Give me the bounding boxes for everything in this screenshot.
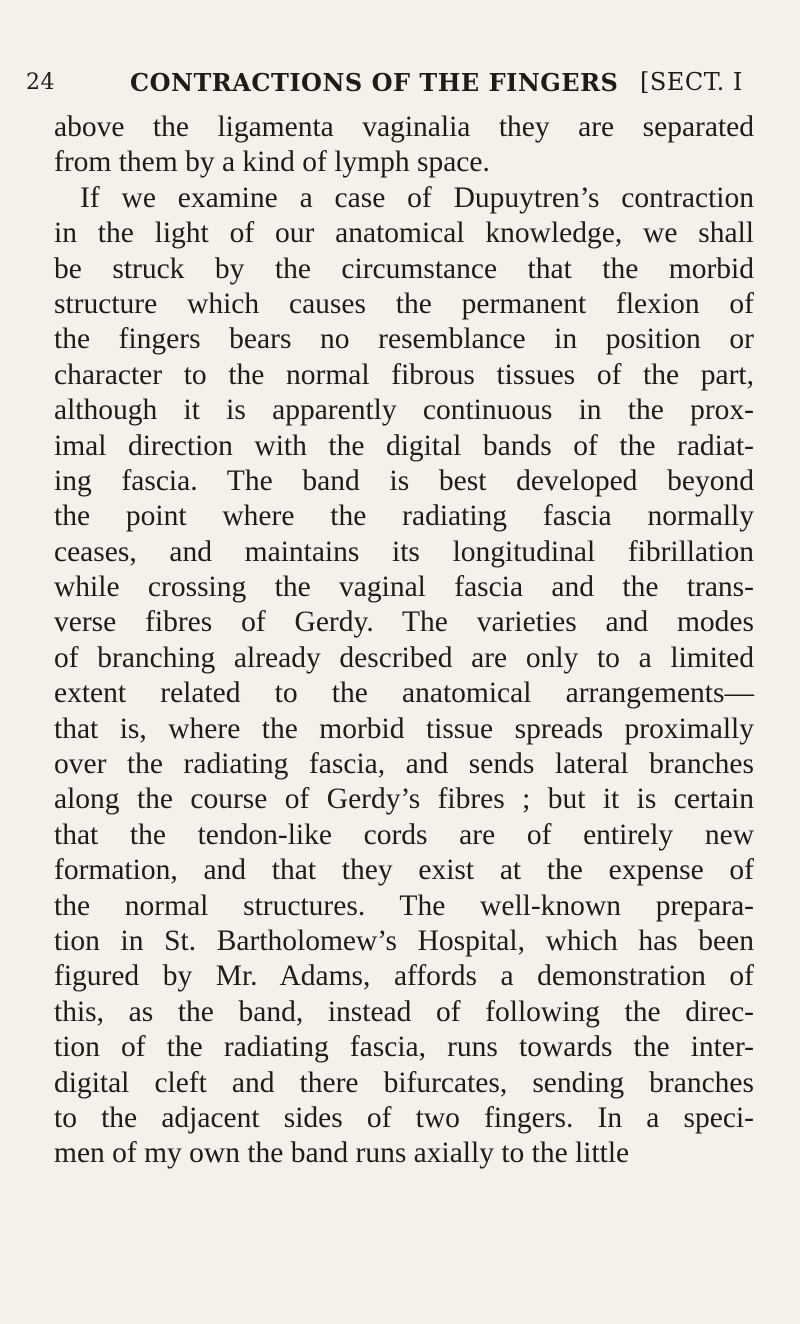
text-line: of branching already described are only to a limited bbox=[54, 641, 754, 674]
text-line: be struck by the circumstance that the morbid bbox=[54, 252, 754, 285]
text-line: character to the normal fibrous tissues of the part, bbox=[54, 358, 754, 391]
running-head bbox=[26, 68, 772, 102]
text-line: that is, where the morbid tissue spreads proximally bbox=[54, 712, 754, 745]
text-line: the normal structures. The well-known prepara- bbox=[54, 889, 754, 922]
text-line: figured by Mr. Adams, affords a demonstration of bbox=[54, 960, 754, 993]
text-line: over the radiating fascia, and sends lateral branches bbox=[54, 748, 754, 781]
text-line: imal direction with the digital bands of the radiat- bbox=[54, 429, 754, 462]
text-line: in the light of our anatomical knowledge, we shall bbox=[54, 217, 754, 250]
text-line: extent related to the anatomical arrangements— bbox=[54, 677, 754, 710]
text-line: from them by a kind of lymph space. bbox=[54, 146, 490, 179]
text-line: above the ligamenta vaginalia they are separated bbox=[54, 111, 754, 143]
text-line: to the adjacent sides of two fingers. In a speci- bbox=[54, 1101, 754, 1134]
text-line: ing fascia. The band is best developed beyond bbox=[54, 464, 754, 497]
text-line: If we examine a case of Dupuytren’s contraction bbox=[80, 181, 754, 214]
section-mark: [SECT. I bbox=[640, 68, 743, 96]
text-line: verse fibres of Gerdy. The varieties and modes bbox=[54, 606, 754, 639]
text-line: men of my own the band runs axially to the little bbox=[54, 1137, 630, 1170]
text-line: this, as the band, instead of following the direc- bbox=[54, 995, 754, 1028]
text-line: although it is apparently continuous in the prox- bbox=[54, 394, 754, 427]
text-line: digital cleft and there bifurcates, sending branches bbox=[54, 1066, 754, 1099]
running-title: CONTRACTIONS OF THE FINGERS bbox=[130, 68, 619, 97]
page-number: 24 bbox=[26, 70, 55, 95]
text-line: ceases, and maintains its longitudinal fibrillation bbox=[54, 535, 754, 568]
body-text bbox=[54, 110, 754, 1172]
text-line: the point where the radiating fascia normally bbox=[54, 500, 754, 533]
text-line: tion in St. Bartholomew’s Hospital, which has been bbox=[54, 924, 754, 957]
text-line: the fingers bears no resemblance in position or bbox=[54, 323, 754, 356]
text-line: along the course of Gerdy’s fibres ; but it is certain bbox=[54, 783, 754, 816]
text-line: structure which causes the permanent flexion of bbox=[54, 287, 754, 320]
text-line: while crossing the vaginal fascia and the trans- bbox=[54, 571, 754, 604]
text-line: that the tendon-like cords are of entirely new bbox=[54, 818, 754, 851]
text-line: formation, and that they exist at the expense of bbox=[54, 854, 754, 887]
text-line: tion of the radiating fascia, runs towards the inter- bbox=[54, 1031, 754, 1064]
